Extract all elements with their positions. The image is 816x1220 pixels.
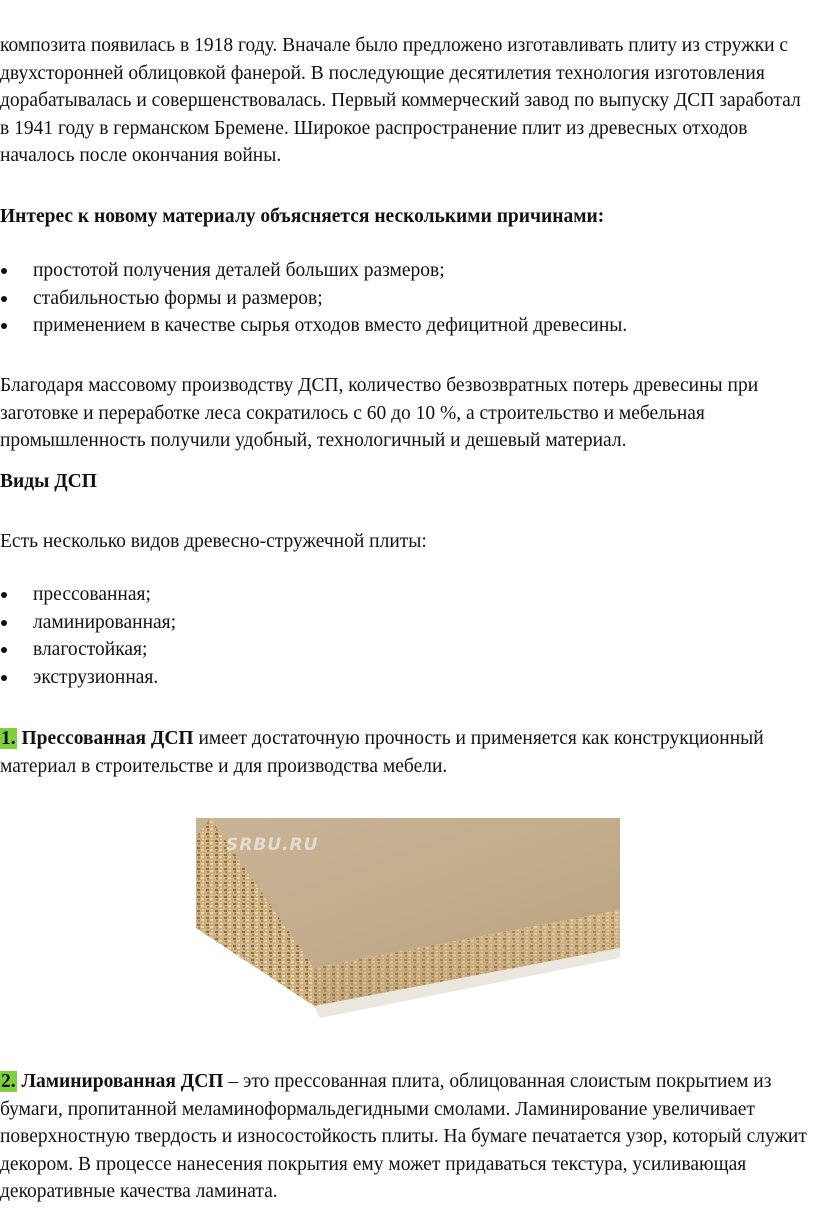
list-item-text: применением в качестве сырья отходов вместо дефицитной древесины. <box>33 315 628 337</box>
bullet-icon <box>1 296 7 302</box>
pressed-paragraph <box>0 725 812 780</box>
types-list <box>0 581 812 691</box>
intro-paragraph: композита появилась в 1918 году. Вначале было предложено изготавливать плиту из стружки с двухсторонней облицовкой фанерой. В последующие десятилетия технология изготовления дорабатывалась и совершенствовалась. Первый коммерческий завод по выпуску ДСП заработал в 1941 году в германском Бремене. Широкое распространение плит из древесных отходов началось после окончания войны. <box>0 35 801 167</box>
list-item <box>0 285 812 313</box>
list-item-text: ламинированная; <box>33 611 177 633</box>
reasons-heading-text: Интерес к новому материалу объясняется несколькими причинами: <box>0 206 605 227</box>
term-pressed: Прессованная ДСП <box>21 728 194 749</box>
bullet-icon <box>1 323 7 329</box>
highlighted-number: 2. <box>1 1071 16 1092</box>
highlighted-number: 1. <box>1 728 16 749</box>
list-item-text: стабильностью формы и размеров; <box>33 287 323 309</box>
reasons-heading <box>0 203 812 231</box>
bullet-icon <box>1 268 7 274</box>
types-heading <box>0 468 812 496</box>
types-heading-text: Виды ДСП <box>0 471 97 492</box>
laminated-paragraph <box>0 1068 812 1206</box>
list-item <box>0 664 812 692</box>
list-item <box>0 312 812 340</box>
laminated-description: – это прессованная плита, облицованная слоистым покрытием из бумаги, пропитанной меламиноформальдегидными смолами. Ламинирование увеличивает поверхностную твердость и износостойкость плиты. На бумаге печатается узор, который служит декором. В процессе нанесения покрытия ему может придаваться текстура, усиливающая декоративные качества ламината. <box>0 1071 807 1203</box>
list-item-text: простотой получения деталей больших размеров; <box>33 260 445 281</box>
types-intro: Есть несколько видов древесно-стружечной плиты: <box>0 531 427 552</box>
bullet-icon <box>1 592 7 598</box>
list-item-text: прессованная; <box>33 584 151 605</box>
pressed-description: имеет достаточную прочность и применяется как конструкционный материал в строительстве и для производства мебели. <box>0 728 764 777</box>
list-item <box>0 257 812 285</box>
bullet-icon <box>1 675 7 681</box>
list-item <box>0 581 812 609</box>
photo-watermark: SRBU.RU <box>226 835 319 855</box>
list-item-text: влагостойкая; <box>33 639 148 661</box>
bullet-icon <box>1 647 7 653</box>
reasons-list <box>0 257 812 340</box>
list-item <box>0 636 812 664</box>
list-item <box>0 609 812 637</box>
bullet-icon <box>1 620 7 626</box>
list-item-text: экструзионная. <box>33 666 159 688</box>
mass-production-paragraph: Благодаря массовому производству ДСП, количество безвозвратных потерь древесины при заготовке и переработке леса сократилось с 60 до 10 %, а строительство и мебельная промышленность получили удобный, технологичный и дешевый материал. <box>0 375 759 452</box>
term-laminated: Ламинированная ДСП <box>21 1071 224 1092</box>
